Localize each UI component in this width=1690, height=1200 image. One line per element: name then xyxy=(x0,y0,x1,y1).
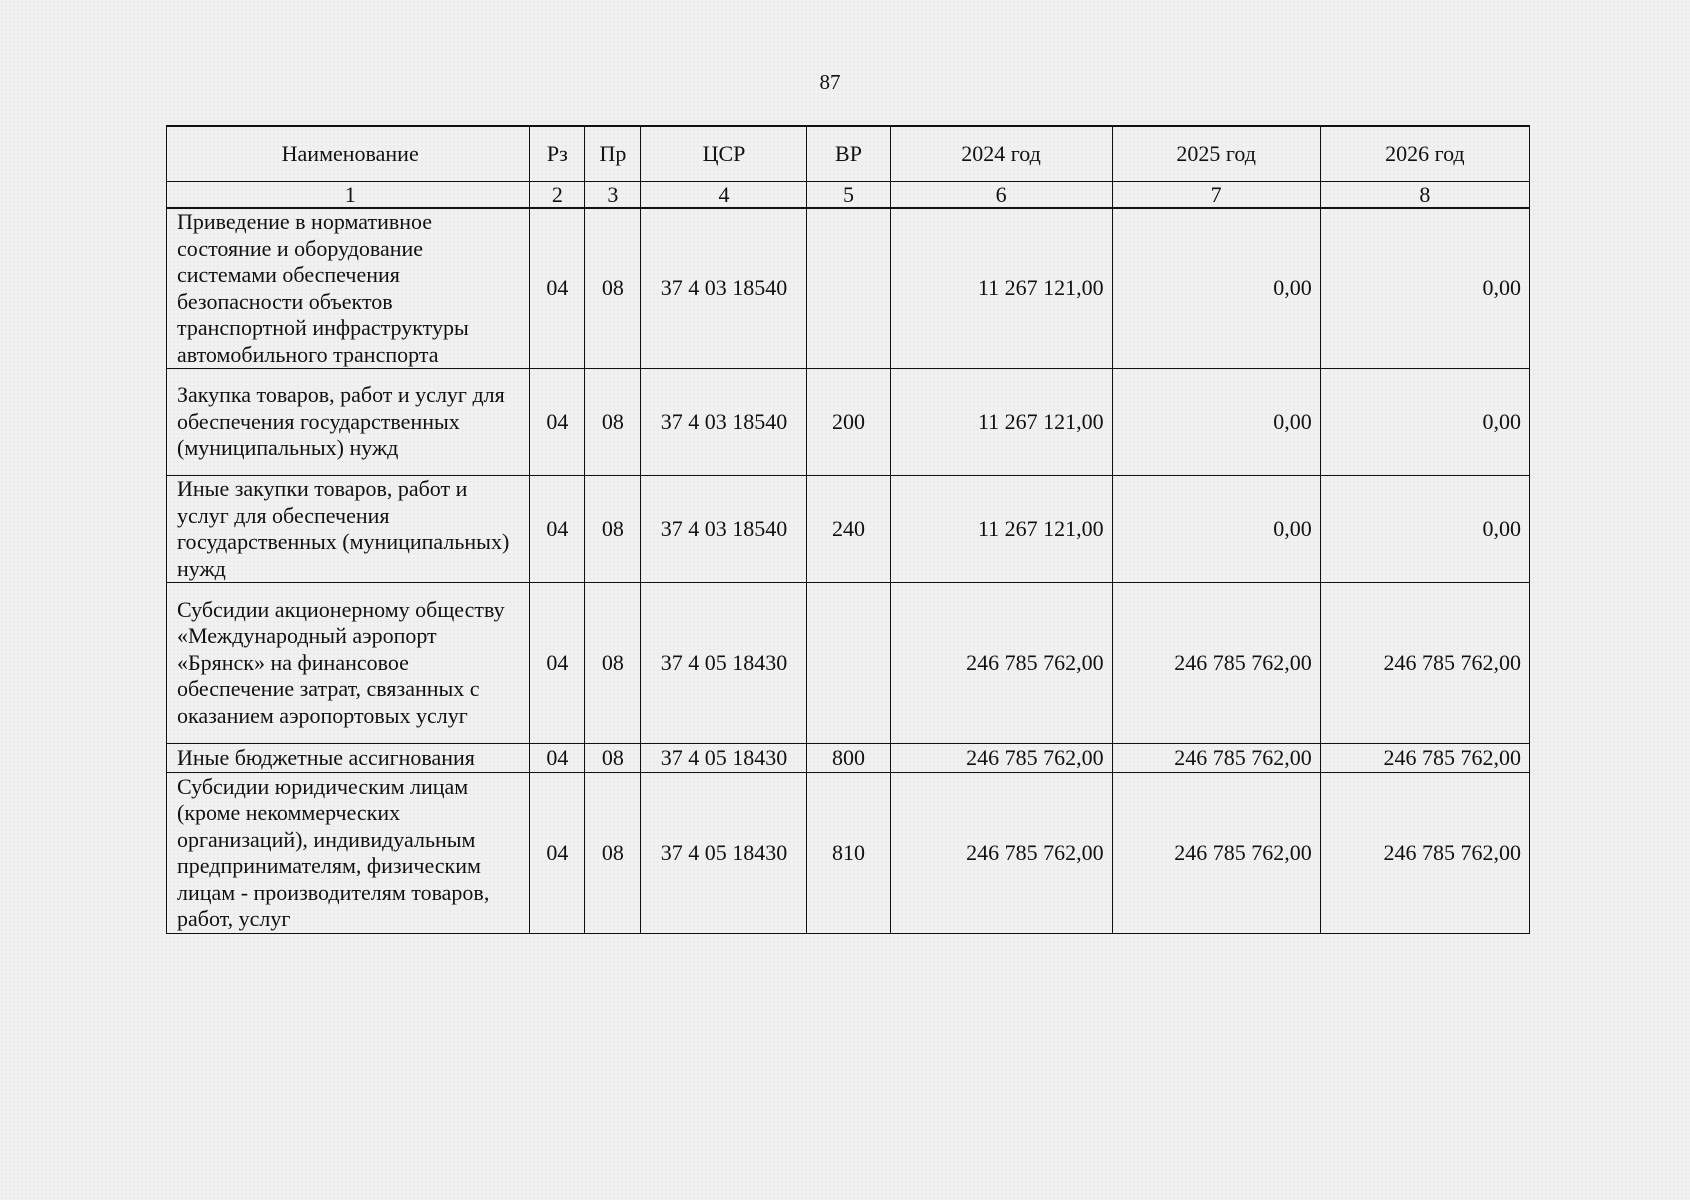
column-number: 8 xyxy=(1320,182,1529,209)
header-2025: 2025 год xyxy=(1112,126,1320,182)
row-2026: 0,00 xyxy=(1320,476,1529,583)
budget-table xyxy=(166,125,1530,934)
row-vr xyxy=(807,208,890,369)
row-2026: 246 785 762,00 xyxy=(1320,583,1529,744)
row-vr: 240 xyxy=(807,476,890,583)
row-vr xyxy=(807,583,890,744)
header-csr: ЦСР xyxy=(641,126,807,182)
row-rz: 04 xyxy=(530,744,585,773)
row-pr: 08 xyxy=(585,583,641,744)
column-number: 7 xyxy=(1112,182,1320,209)
table-row xyxy=(167,476,1530,583)
row-name: Приведение в нормативное состояние и оборудование системами обеспечения безопасности объектов транспортной инфраструктуры автомобильного транспорта xyxy=(167,208,530,369)
row-rz: 04 xyxy=(530,773,585,934)
page-number: 87 xyxy=(819,70,841,94)
table-header-row xyxy=(167,126,1530,182)
row-name: Субсидии юридическим лицам (кроме некоммерческих организаций), индивидуальным предпринимателям, физическим лицам - производителям товаров, работ, услуг xyxy=(167,773,530,934)
row-2025: 0,00 xyxy=(1112,208,1320,369)
row-csr: 37 4 03 18540 xyxy=(641,369,807,476)
row-vr: 800 xyxy=(807,744,890,773)
row-2026: 246 785 762,00 xyxy=(1320,744,1529,773)
row-2024: 11 267 121,00 xyxy=(890,208,1112,369)
column-number: 3 xyxy=(585,182,641,209)
header-rz: Рз xyxy=(530,126,585,182)
column-numbers-row xyxy=(167,182,1530,209)
row-name: Иные закупки товаров, работ и услуг для обеспечения государственных (муниципальных) нужд xyxy=(167,476,530,583)
row-2024: 11 267 121,00 xyxy=(890,369,1112,476)
row-pr: 08 xyxy=(585,369,641,476)
row-2026: 246 785 762,00 xyxy=(1320,773,1529,934)
row-csr: 37 4 03 18540 xyxy=(641,208,807,369)
row-csr: 37 4 05 18430 xyxy=(641,583,807,744)
row-vr: 200 xyxy=(807,369,890,476)
row-vr: 810 xyxy=(807,773,890,934)
column-number: 1 xyxy=(167,182,530,209)
row-2025: 0,00 xyxy=(1112,476,1320,583)
row-2024: 246 785 762,00 xyxy=(890,583,1112,744)
column-number: 2 xyxy=(530,182,585,209)
row-rz: 04 xyxy=(530,208,585,369)
table-row xyxy=(167,369,1530,476)
row-2025: 0,00 xyxy=(1112,369,1320,476)
row-name: Иные бюджетные ассигнования xyxy=(167,744,530,773)
row-name: Закупка товаров, работ и услуг для обеспечения государственных (муниципальных) нужд xyxy=(167,369,530,476)
row-2025: 246 785 762,00 xyxy=(1112,773,1320,934)
row-rz: 04 xyxy=(530,476,585,583)
table-row xyxy=(167,744,1530,773)
table-row xyxy=(167,208,1530,369)
row-2025: 246 785 762,00 xyxy=(1112,583,1320,744)
row-2024: 246 785 762,00 xyxy=(890,744,1112,773)
row-rz: 04 xyxy=(530,369,585,476)
row-csr: 37 4 05 18430 xyxy=(641,773,807,934)
row-csr: 37 4 03 18540 xyxy=(641,476,807,583)
row-pr: 08 xyxy=(585,744,641,773)
row-name: Субсидии акционерному обществу «Международный аэропорт «Брянск» на финансовое обеспечение затрат, связанных с оказанием аэропортовых услуг xyxy=(167,583,530,744)
header-2026: 2026 год xyxy=(1320,126,1529,182)
row-2026: 0,00 xyxy=(1320,208,1529,369)
row-rz: 04 xyxy=(530,583,585,744)
header-2024: 2024 год xyxy=(890,126,1112,182)
row-csr: 37 4 05 18430 xyxy=(641,744,807,773)
table-row xyxy=(167,773,1530,934)
row-pr: 08 xyxy=(585,773,641,934)
row-2024: 246 785 762,00 xyxy=(890,773,1112,934)
row-2024: 11 267 121,00 xyxy=(890,476,1112,583)
row-2026: 0,00 xyxy=(1320,369,1529,476)
column-number: 6 xyxy=(890,182,1112,209)
table-row xyxy=(167,583,1530,744)
row-2025: 246 785 762,00 xyxy=(1112,744,1320,773)
header-pr: Пр xyxy=(585,126,641,182)
column-number: 4 xyxy=(641,182,807,209)
header-name: Наименование xyxy=(167,126,530,182)
row-pr: 08 xyxy=(585,208,641,369)
header-vr: ВР xyxy=(807,126,890,182)
column-number: 5 xyxy=(807,182,890,209)
row-pr: 08 xyxy=(585,476,641,583)
